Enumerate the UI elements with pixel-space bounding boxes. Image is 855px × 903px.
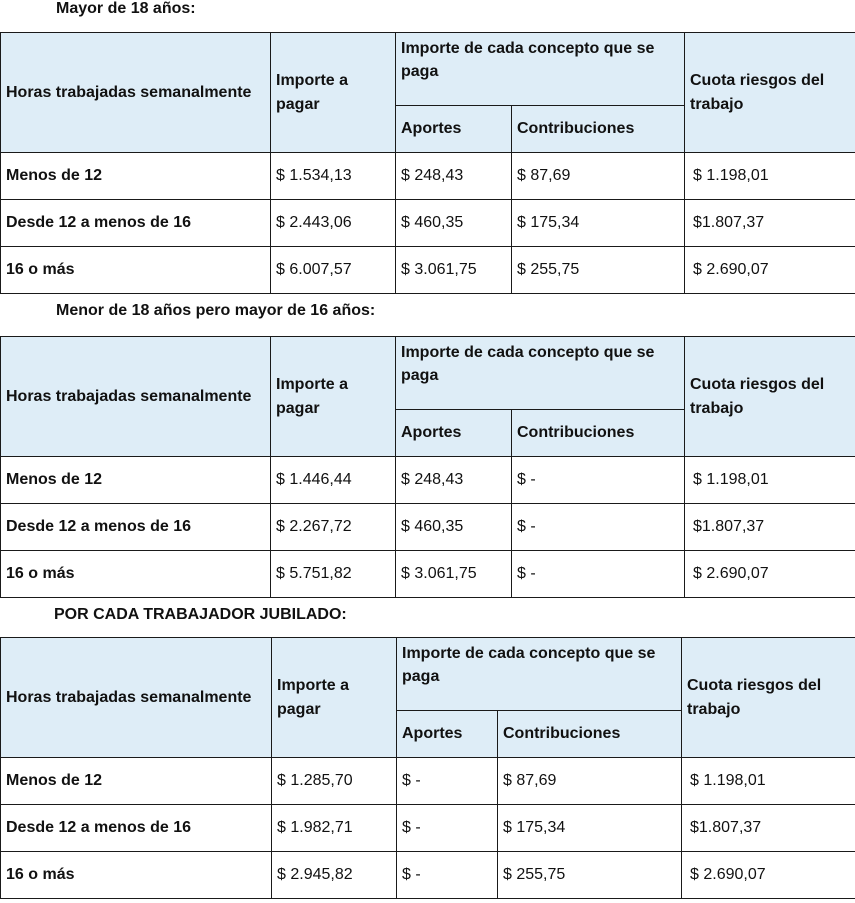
- cell-aportes: $ 3.061,75: [396, 247, 512, 294]
- section-title-mayor-18: Mayor de 18 años:: [56, 0, 196, 17]
- cell-aportes: $ 248,43: [396, 153, 512, 200]
- cell-importe: $ 5.751,82: [271, 551, 396, 598]
- cell-horas: Desde 12 a menos de 16: [1, 805, 272, 852]
- header-importe: Importe a pagar: [272, 638, 397, 758]
- cell-aportes: $ 460,35: [396, 200, 512, 247]
- cell-contribuciones: $ 87,69: [498, 758, 682, 805]
- cell-horas: Desde 12 a menos de 16: [1, 504, 271, 551]
- header-contribuciones: Contribuciones: [498, 711, 682, 758]
- header-concepto: Importe de cada concepto que se paga: [396, 337, 685, 410]
- cell-aportes: $ -: [397, 805, 498, 852]
- cell-horas: Desde 12 a menos de 16: [1, 200, 271, 247]
- header-concepto: Importe de cada concepto que se paga: [396, 33, 685, 106]
- cell-importe: $ 2.443,06: [271, 200, 396, 247]
- cell-contribuciones: $ -: [512, 551, 685, 598]
- header-contribuciones: Contribuciones: [512, 410, 685, 457]
- cell-horas: Menos de 12: [1, 758, 272, 805]
- table-row: [1, 551, 855, 598]
- cell-riesgos: $ 2.690,07: [685, 247, 855, 294]
- cell-importe: $ 1.982,71: [272, 805, 397, 852]
- header-contribuciones: Contribuciones: [512, 106, 685, 153]
- cell-riesgos: $ 1.198,01: [685, 457, 855, 504]
- header-aportes: Aportes: [396, 106, 512, 153]
- cell-aportes: $ 3.061,75: [396, 551, 512, 598]
- cell-riesgos: $ 1.198,01: [682, 758, 855, 805]
- table-mayor-18: [0, 32, 855, 294]
- header-importe: Importe a pagar: [271, 33, 396, 153]
- cell-contribuciones: $ 175,34: [512, 200, 685, 247]
- header-importe: Importe a pagar: [271, 337, 396, 457]
- cell-riesgos: $1.807,37: [682, 805, 855, 852]
- cell-riesgos: $ 2.690,07: [682, 852, 855, 899]
- section-title-jubilado: POR CADA TRABAJADOR JUBILADO:: [54, 606, 347, 623]
- cell-riesgos: $1.807,37: [685, 504, 855, 551]
- cell-importe: $ 1.534,13: [271, 153, 396, 200]
- cell-importe: $ 2.267,72: [271, 504, 396, 551]
- table-row: [1, 852, 855, 899]
- table-row: [1, 247, 855, 294]
- section-title-menor-18: Menor de 18 años pero mayor de 16 años:: [56, 302, 376, 319]
- cell-horas: 16 o más: [1, 551, 271, 598]
- header-concepto: Importe de cada concepto que se paga: [397, 638, 682, 711]
- cell-contribuciones: $ -: [512, 504, 685, 551]
- cell-aportes: $ -: [397, 758, 498, 805]
- cell-contribuciones: $ 175,34: [498, 805, 682, 852]
- cell-riesgos: $ 2.690,07: [685, 551, 855, 598]
- cell-importe: $ 2.945,82: [272, 852, 397, 899]
- header-aportes: Aportes: [396, 410, 512, 457]
- cell-importe: $ 1.446,44: [271, 457, 396, 504]
- cell-horas: Menos de 12: [1, 457, 271, 504]
- header-riesgos: Cuota riesgos del trabajo: [685, 33, 855, 153]
- table-row: [1, 153, 855, 200]
- table-menor-18: [0, 336, 855, 598]
- cell-aportes: $ 248,43: [396, 457, 512, 504]
- header-riesgos: Cuota riesgos del trabajo: [682, 638, 855, 758]
- cell-horas: Menos de 12: [1, 153, 271, 200]
- cell-importe: $ 6.007,57: [271, 247, 396, 294]
- cell-horas: 16 o más: [1, 247, 271, 294]
- cell-riesgos: $ 1.198,01: [685, 153, 855, 200]
- header-aportes: Aportes: [397, 711, 498, 758]
- header-horas: Horas trabajadas semanalmente: [1, 33, 271, 153]
- cell-contribuciones: $ 255,75: [498, 852, 682, 899]
- cell-riesgos: $1.807,37: [685, 200, 855, 247]
- table-row: [1, 457, 855, 504]
- cell-contribuciones: $ -: [512, 457, 685, 504]
- cell-aportes: $ -: [397, 852, 498, 899]
- header-horas: Horas trabajadas semanalmente: [1, 638, 272, 758]
- cell-aportes: $ 460,35: [396, 504, 512, 551]
- table-row: [1, 805, 855, 852]
- cell-importe: $ 1.285,70: [272, 758, 397, 805]
- table-row: [1, 200, 855, 247]
- header-riesgos: Cuota riesgos del trabajo: [685, 337, 855, 457]
- header-horas: Horas trabajadas semanalmente: [1, 337, 271, 457]
- table-row: [1, 758, 855, 805]
- table-jubilado: [0, 637, 855, 899]
- cell-horas: 16 o más: [1, 852, 272, 899]
- cell-contribuciones: $ 255,75: [512, 247, 685, 294]
- table-row: [1, 504, 855, 551]
- cell-contribuciones: $ 87,69: [512, 153, 685, 200]
